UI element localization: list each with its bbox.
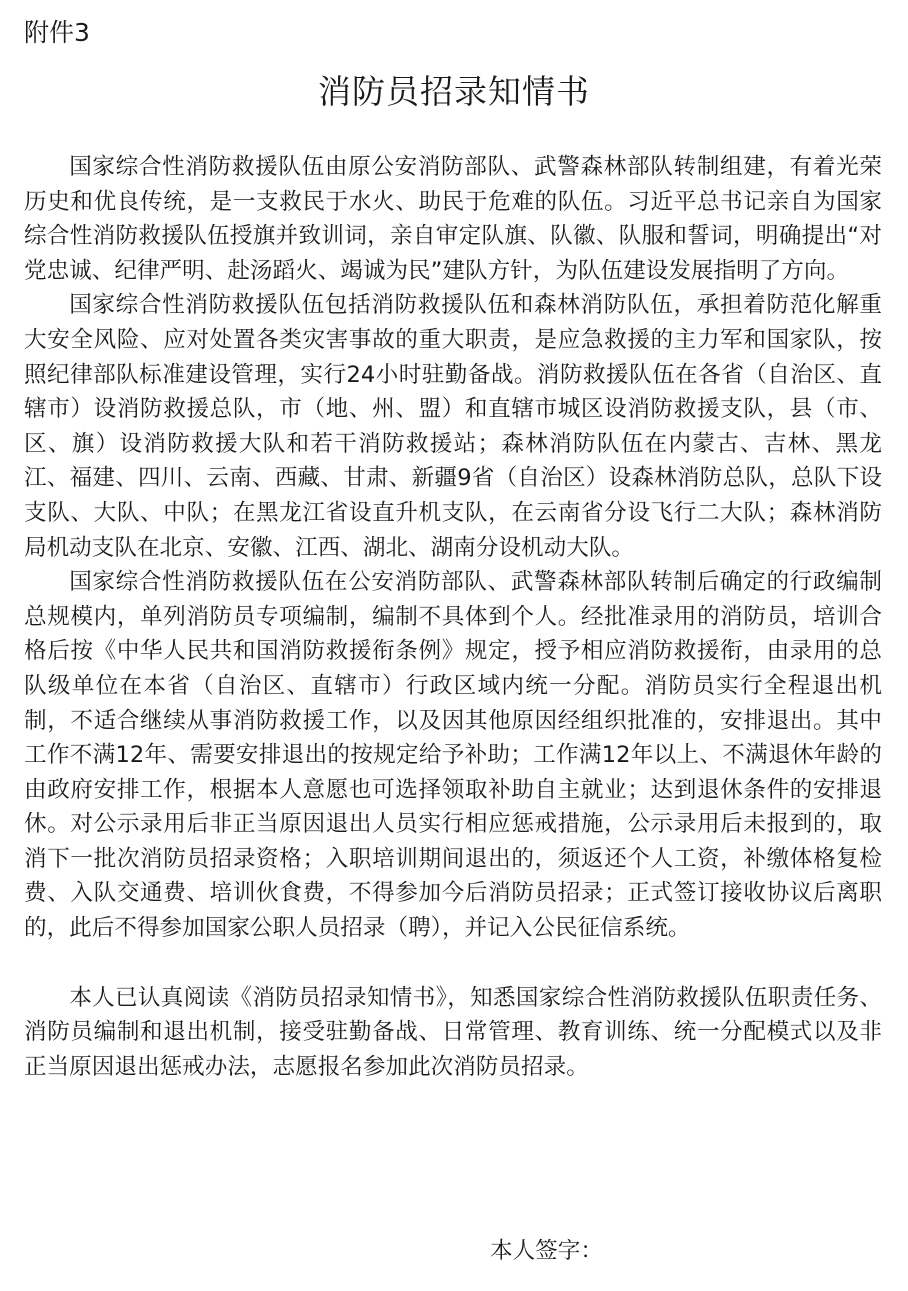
- document-body: [24, 150, 882, 1084]
- document-title: 消防员招录知情书: [318, 72, 590, 111]
- paragraph-history: 国家综合性消防救援队伍由原公安消防部队、武警森林部队转制组建，有着光荣历史和优良传统，是一支救民于水火、助民于危难的队伍。习近平总书记亲自为国家综合性消防救援队伍授旗并致训词，亲自审定队旗、队徽、队服和誓词，明确提出“对党忠诚、纪律严明、赴汤蹈火、竭诚为民”建队方针，为队伍建设发展指明了方向。: [24, 154, 882, 284]
- paragraph-statement: 本人已认真阅读《消防员招录知情书》，知悉国家综合性消防救援队伍职责任务、消防员编制和退出机制，接受驻勤备战、日常管理、教育训练、统一分配模式以及非正当原因退出惩戒办法，志愿报名参加此次消防员招录。: [24, 984, 882, 1080]
- paragraph-staffing-exit: 国家综合性消防救援队伍在公安消防部队、武警森林部队转制后确定的行政编制总规模内，单列消防员专项编制，编制不具体到个人。经批准录用的消防员，培训合格后按《中华人民共和国消防救援衔条例》规定，授予相应消防救援衔，由录用的总队级单位在本省（自治区、直辖市）行政区域内统一分配。消防员实行全程退出机制，不适合继续从事消防救援工作，以及因其他原因经组织批准的，安排退出。其中工作不满12年、需要安排退出的按规定给予补助；工作满12年以上、不满退休年龄的由政府安排工作，根据本人意愿也可选择领取补助自主就业；达到退休条件的安排退休。对公示录用后非正当原因退出人员实行相应惩戒措施，公示录用后未报到的，取消下一批次消防员招录资格；入职培训期间退出的，须返还个人工资，补缴体格复检费、入队交通费、培训伙食费，不得参加今后消防员招录；正式签订接收协议后离职的，此后不得参加国家公职人员招录（聘），并记入公民征信系统。: [24, 569, 882, 942]
- attachment-label: 附件3: [24, 18, 90, 47]
- signature-label: 本人签字：: [490, 1238, 603, 1264]
- paragraph-organization: 国家综合性消防救援队伍包括消防救援队伍和森林消防队伍，承担着防范化解重大安全风险、应对处置各类灾害事故的重大职责，是应急救援的主力军和国家队，按照纪律部队标准建设管理，实行24小时驻勤备战。消防救援队伍在各省（自治区、直辖市）设消防救援总队，市（地、州、盟）和直辖市城区设消防救援支队，县（市、区、旗）设消防救援大队和若干消防救援站；森林消防队伍在内蒙古、吉林、黑龙江、福建、四川、云南、西藏、甘肃、新疆9省（自治区）设森林消防总队，总队下设支队、大队、中队；在黑龙江省设直升机支队，在云南省分设飞行二大队；森林消防局机动支队在北京、安徽、江西、湖北、湖南分设机动大队。: [24, 292, 882, 561]
